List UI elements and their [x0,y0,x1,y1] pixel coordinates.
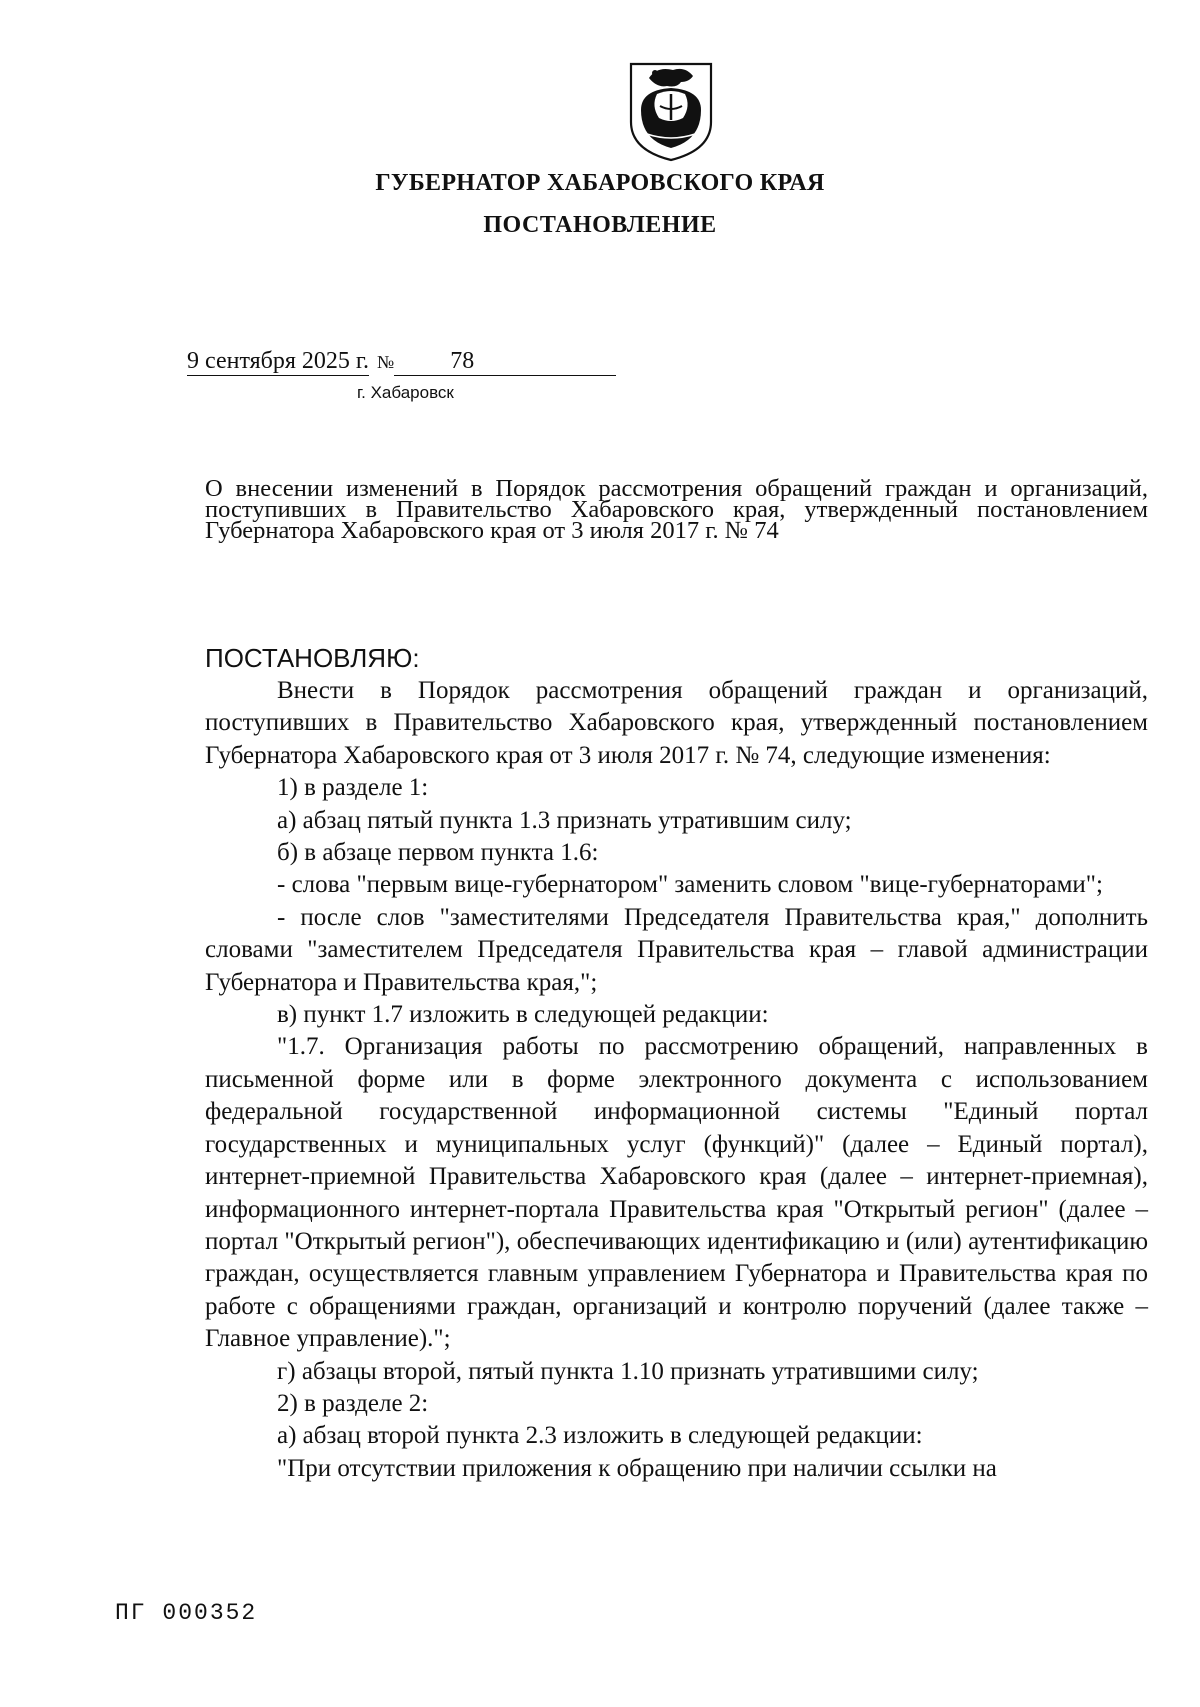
body-paragraph: в) пункт 1.7 изложить в следующей редакции: [277,1001,769,1029]
body-paragraph: Внести в Порядок рассмотрения обращений граждан и организаций, поступивших в Правительство Хабаровского края, утвержденный постановлением Губернатора Хабаровского края от 3 июля 2017 г. № 74, следующие изменения: [205,677,1148,769]
body-paragraph: - после слов "заместителями Председателя Правительства края," дополнить словами "заместителем Председателя Правительства края – главой администрации Губернатора и Правительства края,"; [205,903,1148,996]
document-subject: О внесении изменений в Порядок рассмотрения обращений граждан и организаций, поступивших в Правительство Хабаровского края, утвержденный постановлением Губернатора Хабаровского края от 3 июля 2017 г. № 74 [205,475,1148,544]
body-paragraph: "1.7. Организация работы по рассмотрению обращений, направленных в письменной форме или в форме электронного документа с использованием федеральной государственной информационной системы "Единый портал государственных и муниципальных услуг (функций)" (далее – Единый портал), интернет-приемной Правительства Хабаровского края (далее – интернет-приемная), информационного интернет-портала Правительства края "Открытый регион" (далее – портал "Открытый регион"), обеспечивающих идентификацию и (или) аутентификацию граждан, осуществляется главным управлением Губернатора и Правительства края по работе с обращениями граждан, организаций и контролю поручений (далее также – Главное управление)."; [205,1033,1148,1353]
document-type-title: ПОСТАНОВЛЕНИЕ [483,212,717,238]
issuing-authority-title: ГУБЕРНАТОР ХАБАРОВСКОГО КРАЯ [375,170,825,196]
form-serial-code: ПГ 000352 [115,1600,258,1626]
date-number-line [187,348,616,376]
number-sign: № [377,352,395,372]
body-paragraph: а) абзац второй пункта 2.3 изложить в следующей редакции: [277,1422,923,1450]
body-paragraph: г) абзацы второй, пятый пункта 1.10 признать утратившими силу; [277,1357,979,1385]
document-number: 78 [394,348,616,376]
body-paragraph: 2) в разделе 2: [277,1389,429,1417]
body-paragraph: 1) в разделе 1: [277,774,429,802]
body-paragraph: б) в абзаце первом пункта 1.6: [277,839,599,867]
body-paragraph: "При отсутствии приложения к обращению при наличии ссылки на [277,1454,997,1482]
decree-heading: ПОСТАНОВЛЯЮ: [205,643,420,673]
document-date: 9 сентября 2025 г. [187,348,370,374]
document-body [205,675,1148,1485]
body-paragraph: а) абзац пятый пункта 1.3 признать утратившим силу; [277,806,852,834]
body-paragraph: - слова "первым вице-губернатором" заменить словом "вице-губернаторами"; [277,871,1103,899]
coat-of-arms-emblem [627,60,715,162]
document-city: г. Хабаровск [357,383,454,402]
